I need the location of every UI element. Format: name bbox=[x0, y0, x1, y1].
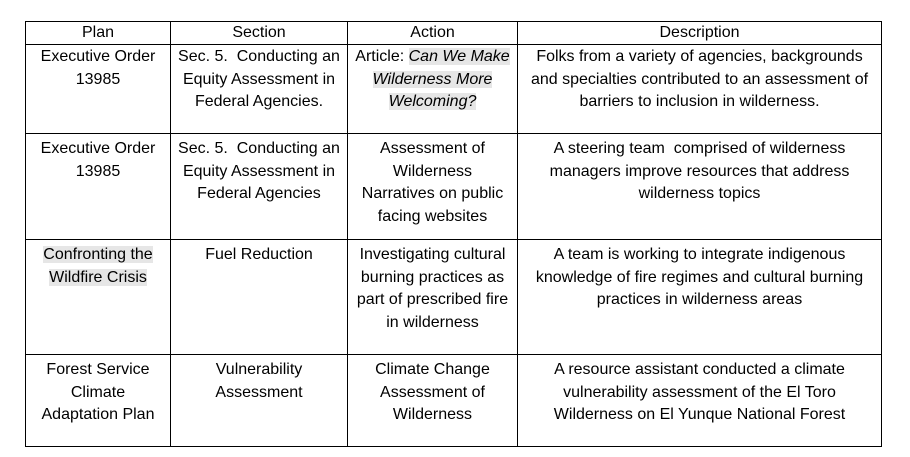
description-line: Folks from a variety of agencies, backgrounds bbox=[536, 48, 863, 65]
plan-line bbox=[27, 267, 169, 290]
cell-description bbox=[518, 355, 882, 447]
cell-action bbox=[348, 45, 518, 134]
cell-action bbox=[348, 134, 518, 240]
action-line: Narratives on public bbox=[361, 185, 504, 202]
action-line: Wilderness bbox=[392, 162, 473, 180]
plan-line: Executive Order bbox=[40, 140, 156, 157]
action-line: in wilderness bbox=[386, 313, 479, 331]
description-line: A resource assistant conducted a climate bbox=[554, 361, 845, 378]
table-row bbox=[26, 355, 882, 447]
cell-section bbox=[171, 45, 348, 134]
header-description: Description bbox=[518, 22, 882, 45]
description-line: Wilderness on El Yunque National Forest bbox=[553, 406, 846, 423]
wildfire-crisis-link[interactable]: Wildfire Crisis bbox=[49, 268, 147, 286]
section-line: Assessment bbox=[215, 383, 303, 401]
article-link[interactable]: Can We Make bbox=[408, 48, 510, 65]
action-line: Assessment of bbox=[380, 140, 485, 157]
plan-line: Adaptation Plan bbox=[41, 406, 155, 423]
header-plan: Plan bbox=[26, 22, 171, 45]
action-line: burning practices as bbox=[360, 268, 505, 286]
section-line: Fuel Reduction bbox=[205, 246, 313, 263]
article-link[interactable]: Wilderness More bbox=[372, 70, 493, 88]
plan-line bbox=[27, 244, 169, 267]
cell-description bbox=[518, 45, 882, 134]
table-row bbox=[26, 134, 882, 240]
plan-line: 13985 bbox=[75, 70, 121, 88]
section-line: Federal Agencies bbox=[197, 185, 321, 202]
cell-plan bbox=[26, 355, 171, 447]
plan-line: Executive Order bbox=[40, 48, 156, 65]
description-line: A team is working to integrate indigenous bbox=[553, 246, 846, 263]
description-line: A steering team comprised of wilderness bbox=[553, 140, 846, 157]
wildfire-crisis-link[interactable]: Confronting the bbox=[43, 246, 153, 263]
header-action: Action bbox=[348, 22, 518, 45]
action-prefix: Article: bbox=[355, 48, 409, 65]
action-line bbox=[349, 69, 516, 92]
plans-table bbox=[25, 21, 882, 447]
cell-action bbox=[348, 240, 518, 355]
cell-description bbox=[518, 134, 882, 240]
plan-line: Climate bbox=[70, 383, 126, 401]
header-row bbox=[26, 22, 882, 45]
cell-plan bbox=[26, 45, 171, 134]
action-line: facing websites bbox=[377, 207, 488, 225]
cell-action bbox=[348, 355, 518, 447]
description-line: and specialties contributed to an assessment of bbox=[530, 70, 869, 88]
action-line bbox=[349, 91, 516, 114]
header-section: Section bbox=[171, 22, 348, 45]
plan-line: Forest Service bbox=[46, 361, 150, 378]
cell-plan bbox=[26, 240, 171, 355]
cell-section bbox=[171, 355, 348, 447]
action-line: Investigating cultural bbox=[359, 246, 506, 263]
plans-table-container bbox=[25, 21, 881, 447]
action-line: Wilderness bbox=[392, 406, 473, 423]
description-line: vulnerability assessment of the El Toro bbox=[563, 383, 836, 401]
cell-description bbox=[518, 240, 882, 355]
action-line: part of prescribed fire bbox=[356, 291, 509, 308]
section-line: Vulnerability bbox=[215, 361, 303, 378]
description-line: knowledge of fire regimes and cultural burning bbox=[535, 268, 864, 286]
description-line: barriers to inclusion in wilderness. bbox=[579, 93, 820, 110]
description-line: managers improve resources that address bbox=[549, 162, 850, 180]
cell-plan bbox=[26, 134, 171, 240]
action-line bbox=[349, 46, 516, 69]
article-link[interactable]: Welcoming? bbox=[388, 93, 477, 110]
action-line: Assessment of bbox=[380, 383, 485, 401]
cell-section bbox=[171, 240, 348, 355]
plan-line: 13985 bbox=[75, 162, 121, 180]
section-line: Federal Agencies. bbox=[194, 93, 324, 110]
section-line: Sec. 5. Conducting an bbox=[178, 48, 340, 65]
action-line: Climate Change bbox=[375, 361, 490, 378]
section-line: Sec. 5. Conducting an bbox=[178, 140, 340, 157]
description-line: practices in wilderness areas bbox=[596, 291, 803, 308]
table-row bbox=[26, 240, 882, 355]
cell-section bbox=[171, 134, 348, 240]
table-row bbox=[26, 45, 882, 134]
section-line: Equity Assessment in bbox=[182, 70, 336, 88]
section-line: Equity Assessment in bbox=[182, 162, 336, 180]
description-line: wilderness topics bbox=[638, 185, 761, 202]
